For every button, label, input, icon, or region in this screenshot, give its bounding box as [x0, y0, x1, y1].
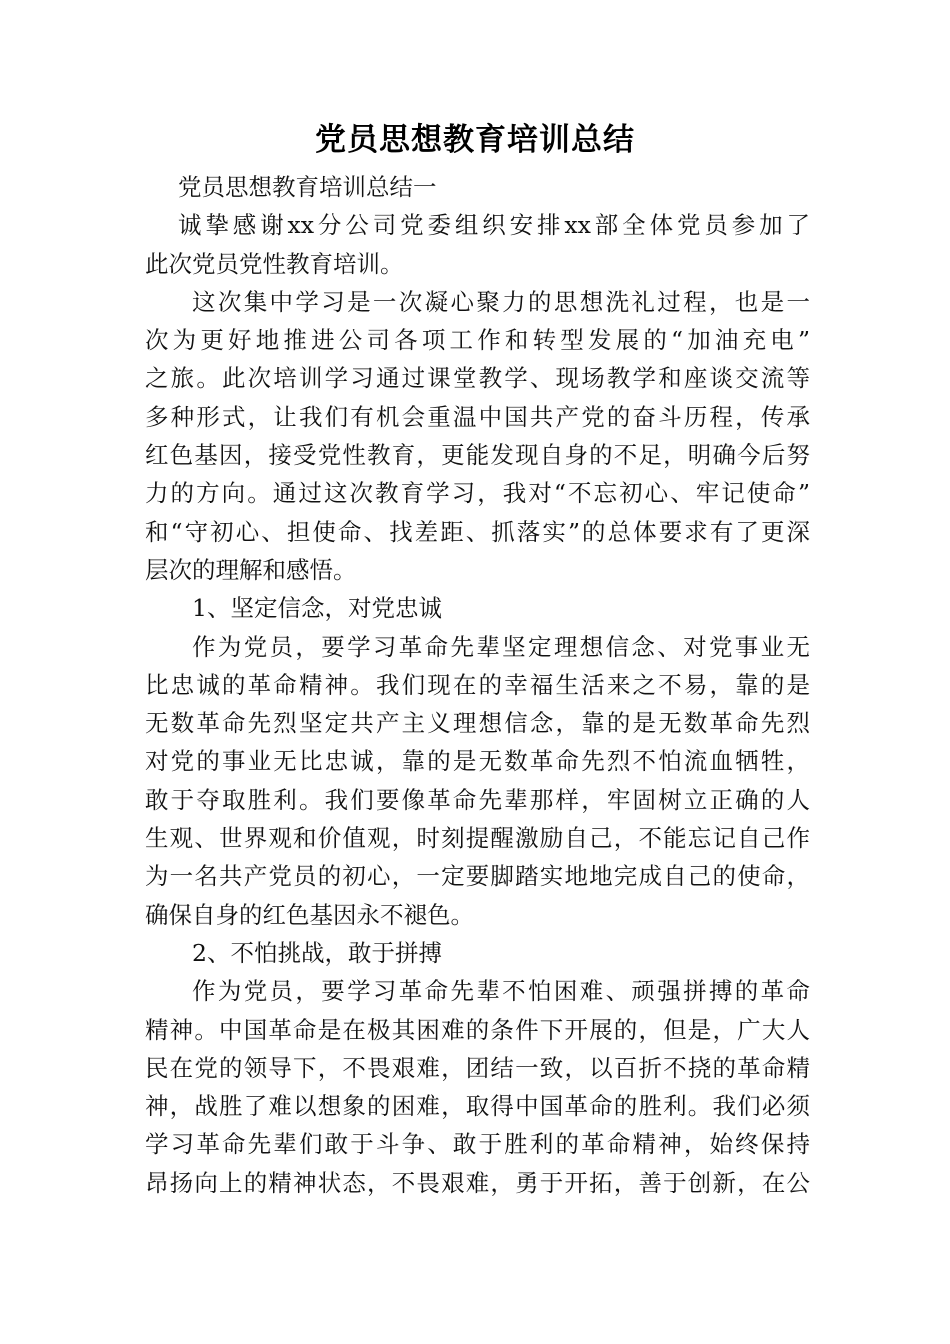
body-line: 为一名共产党员的初心，一定要脚踏实地地完成自己的使命，: [145, 862, 810, 891]
body-line: 生观、世界观和价值观，时刻提醒激励自己，不能忘记自己作: [145, 824, 810, 853]
body-line: 之旅。此次培训学习通过课堂教学、现场教学和座谈交流等: [145, 364, 810, 393]
body-line: 民在党的领导下，不畏艰难，团结一致，以百折不挠的革命精: [145, 1053, 810, 1082]
body-line: 敢于夺取胜利。我们要像革命先辈那样，牢固树立正确的人: [145, 785, 810, 814]
body-line: 层次的理解和感悟。: [145, 555, 357, 584]
document-body: [145, 168, 810, 1202]
body-line: 此次党员党性教育培训。: [145, 249, 404, 278]
body-line: 无数革命先烈坚定共产主义理想信念，靠的是无数革命先烈: [145, 709, 810, 738]
body-line: 力的方向。通过这次教育学习，我对“不忘初心、牢记使命”: [145, 479, 810, 508]
body-line: 多种形式，让我们有机会重温中国共产党的奋斗历程，传承: [145, 402, 810, 431]
body-line: 红色基因，接受党性教育，更能发现自身的不足，明确今后努: [145, 441, 810, 470]
body-line: 2、不怕挑战，敢于拼搏: [192, 938, 442, 967]
body-line: 和“守初心、担使命、找差距、抓落实”的总体要求有了更深: [145, 517, 810, 546]
document-title: 党员思想教育培训总结: [315, 122, 635, 158]
body-line: 确保自身的红色基因永不褪色。: [145, 900, 474, 929]
body-line: 诚挚感谢xx分公司党委组织安排xx部全体党员参加了: [178, 211, 810, 240]
body-line: 精神。中国革命是在极其困难的条件下开展的，但是，广大人: [145, 1015, 810, 1044]
body-line: 作为党员，要学习革命先辈不怕困难、顽强拼搏的革命: [192, 977, 810, 1006]
body-line: 作为党员，要学习革命先辈坚定理想信念、对党事业无: [192, 632, 810, 661]
body-line: 党员思想教育培训总结一: [178, 173, 437, 201]
body-line: 学习革命先辈们敢于斗争、敢于胜利的革命精神，始终保持: [145, 1130, 810, 1159]
body-line: 次为更好地推进公司各项工作和转型发展的“加油充电”: [145, 326, 810, 355]
body-line: 神，战胜了难以想象的困难，取得中国革命的胜利。我们必须: [145, 1092, 810, 1121]
body-line: 对党的事业无比忠诚，靠的是无数革命先烈不怕流血牺牲，: [145, 747, 810, 776]
body-line: 比忠诚的革命精神。我们现在的幸福生活来之不易，靠的是: [145, 670, 810, 699]
body-line: 这次集中学习是一次凝心聚力的思想洗礼过程，也是一: [192, 287, 810, 316]
body-line: 1、坚定信念，对党忠诚: [192, 594, 442, 623]
body-line: 昂扬向上的精神状态，不畏艰难，勇于开拓，善于创新，在公: [145, 1168, 810, 1197]
